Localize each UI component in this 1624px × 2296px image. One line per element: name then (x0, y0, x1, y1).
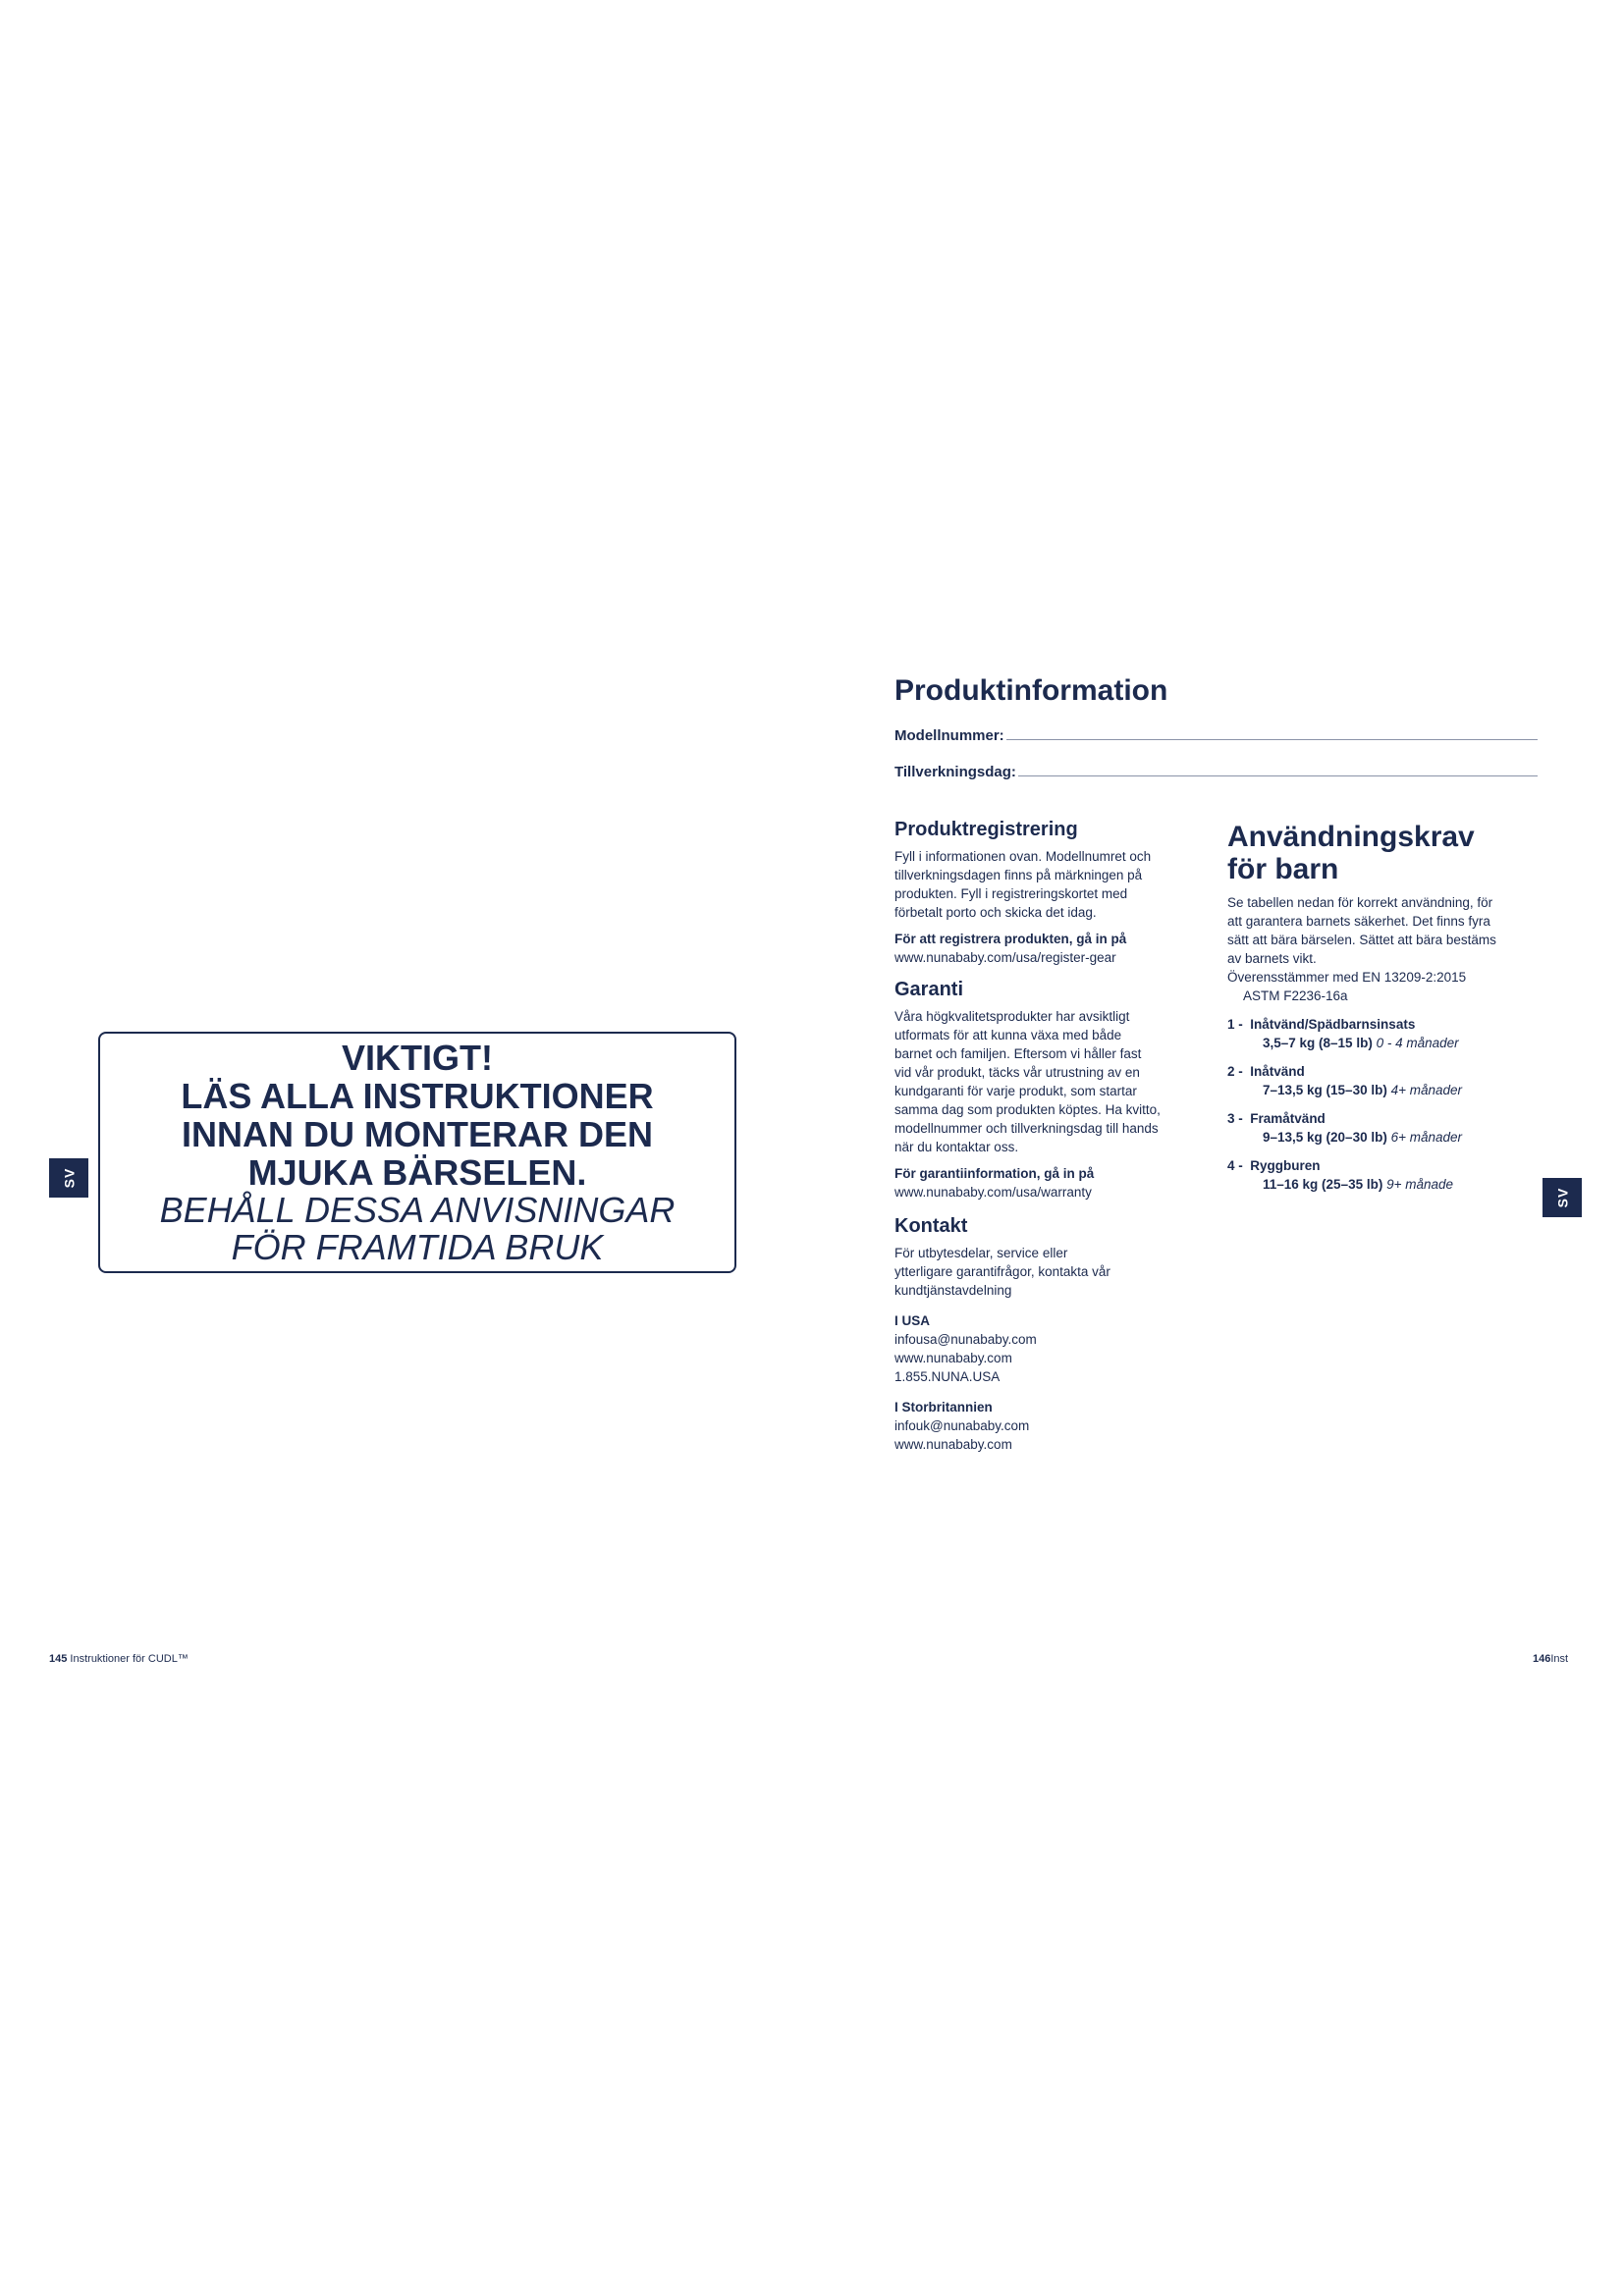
footer-text: Inst (1550, 1653, 1569, 1665)
requirements-text (1227, 893, 1551, 1005)
warranty-text (894, 1007, 1214, 1156)
page-title: Produktinformation (894, 674, 1168, 707)
item-name: Ryggburen (1250, 1158, 1321, 1173)
contact-usa-web[interactable]: www.nunababy.com (894, 1351, 1012, 1365)
item-number: 4 - (1227, 1158, 1243, 1173)
language-tab-label: SV (1554, 1187, 1570, 1208)
contact-text (894, 1244, 1214, 1300)
notice-heading: VIKTIGT! (342, 1038, 493, 1078)
requirements-title (1227, 821, 1551, 885)
right-column (1227, 821, 1551, 1194)
language-tab-left (49, 1158, 88, 1198)
text-line: av barnets vikt. (1227, 951, 1317, 966)
notice-line: INNAN DU MONTERAR DEN (182, 1114, 653, 1154)
model-number-line[interactable] (1006, 739, 1538, 740)
text-line: modellnummer och tillverkningsdag till hands (894, 1121, 1159, 1136)
carry-position-item (1227, 1015, 1551, 1052)
text-line: ytterligare garantifrågor, kontakta vår (894, 1264, 1110, 1279)
text-line: Våra högkvalitetsprodukter har avsiktligt (894, 1009, 1130, 1024)
text-line: sätt att bära bärselen. Sättet att bära bestäms (1227, 933, 1496, 947)
warranty-link-label: För garantiinformation, gå in på (894, 1166, 1095, 1181)
notice-line: LÄS ALLA INSTRUKTIONER (181, 1076, 654, 1116)
footer-text: Instruktioner för CUDL™ (70, 1653, 189, 1665)
contact-uk-email[interactable]: infouk@nunababy.com (894, 1418, 1030, 1433)
item-weight: 7–13,5 kg (15–30 lb) (1263, 1083, 1387, 1097)
text-line: förbetalt porto och skicka det idag. (894, 905, 1097, 920)
item-weight: 9–13,5 kg (20–30 lb) (1263, 1130, 1387, 1145)
manufacture-date-field[interactable] (894, 764, 1538, 780)
text-line: Överensstämmer med EN 13209-2:2015 (1227, 970, 1467, 985)
requirements-title-line: Användningskrav (1227, 821, 1475, 853)
text-line: barnet och familjen. Eftersom vi håller fast (894, 1046, 1142, 1061)
text-line: För utbytesdelar, service eller (894, 1246, 1068, 1260)
contact-uk-web[interactable]: www.nunababy.com (894, 1437, 1012, 1452)
contact-usa-phone: 1.855.NUNA.USA (894, 1369, 1001, 1384)
item-name: Inåtvänd/Spädbarnsinsats (1250, 1017, 1416, 1032)
text-line: produkten. Fyll i registreringskortet med (894, 886, 1128, 901)
left-footer (49, 1653, 189, 1665)
item-number: 2 - (1227, 1064, 1243, 1079)
page-number: 146 (1533, 1653, 1551, 1665)
carry-position-item (1227, 1062, 1551, 1099)
item-age: 9+ månade (1386, 1177, 1454, 1192)
manufacture-date-line[interactable] (1018, 775, 1538, 776)
contact-usa-label: I USA (894, 1313, 931, 1328)
item-name: Framåtvänd (1250, 1111, 1326, 1126)
carry-position-item (1227, 1109, 1551, 1147)
registration-link-label: För att registrera produkten, gå in på (894, 932, 1127, 946)
item-age: 6+ månader (1390, 1130, 1463, 1145)
notice-line: MJUKA BÄRSELEN. (247, 1152, 587, 1193)
right-footer (1533, 1653, 1568, 1665)
notice-keep-line: BEHÅLL DESSA ANVISNINGAR (159, 1190, 676, 1230)
item-number: 3 - (1227, 1111, 1243, 1126)
contact-usa-email[interactable]: infousa@nunababy.com (894, 1332, 1037, 1347)
product-info-section (894, 674, 1538, 780)
notice-keep-line: FÖR FRAMTIDA BRUK (231, 1227, 604, 1267)
item-weight: 3,5–7 kg (8–15 lb) (1263, 1036, 1373, 1050)
item-number: 1 - (1227, 1017, 1243, 1032)
carry-position-item (1227, 1156, 1551, 1194)
text-line: ASTM F2236-16a (1243, 988, 1348, 1003)
text-line: utformats för att kunna växa med både (894, 1028, 1122, 1042)
text-line: Fyll i informationen ovan. Modellnumret och (894, 849, 1152, 864)
language-tab-right (1543, 1178, 1582, 1217)
contact-uk-label: I Storbritannien (894, 1400, 993, 1415)
text-line: att garantera barnets säkerhet. Det finns fyra (1227, 914, 1490, 929)
registration-link[interactable]: www.nunababy.com/usa/register-gear (894, 950, 1116, 965)
model-number-label: Modellnummer: (894, 727, 1004, 744)
item-age: 0 - 4 månader (1376, 1036, 1459, 1050)
item-name: Inåtvänd (1250, 1064, 1305, 1079)
left-column (894, 819, 1214, 1454)
language-tab-label: SV (61, 1167, 77, 1189)
text-line: när du kontaktar oss. (894, 1140, 1019, 1154)
registration-text (894, 847, 1214, 922)
text-line: kundgaranti för varje produkt, som startar (894, 1084, 1137, 1098)
page-number: 145 (49, 1653, 68, 1665)
warranty-link[interactable]: www.nunababy.com/usa/warranty (894, 1185, 1092, 1200)
item-age: 4+ månader (1390, 1083, 1463, 1097)
text-line: samma dag som produkten köptes. Ha kvitto, (894, 1102, 1161, 1117)
item-weight: 11–16 kg (25–35 lb) (1263, 1177, 1383, 1192)
contact-title: Kontakt (894, 1215, 968, 1237)
important-notice-box (98, 1032, 736, 1273)
text-line: vid vår produkt, täcks vår utrustning av en (894, 1065, 1140, 1080)
manufacture-date-label: Tillverkningsdag: (894, 764, 1016, 780)
warranty-title: Garanti (894, 979, 964, 1000)
text-line: tillverkningsdagen finns på märkningen på (894, 868, 1143, 882)
registration-title: Produktregistrering (894, 819, 1078, 840)
text-line: Se tabellen nedan för korrekt användning, för (1227, 895, 1493, 910)
requirements-title-line: för barn (1227, 853, 1339, 885)
model-number-field[interactable] (894, 727, 1538, 744)
text-line: kundtjänstavdelning (894, 1283, 1012, 1298)
